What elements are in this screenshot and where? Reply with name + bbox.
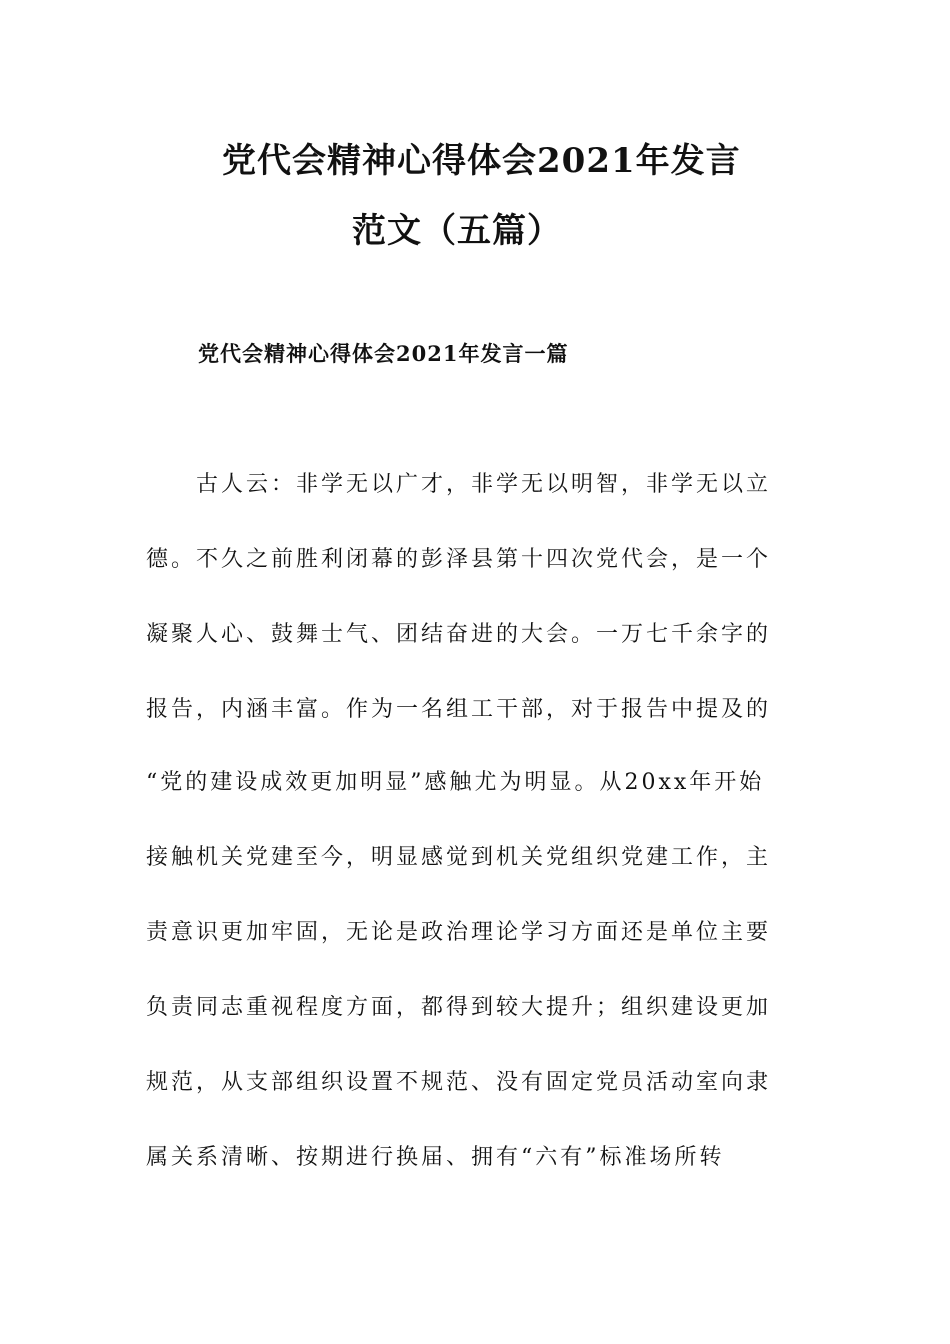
body-paragraph-line: 属关系清晰、按期进行换届、拥有“六有”标准场所转 [146,1145,725,1170]
body-paragraph-line: 责意识更加牢固，无论是政治理论学习方面还是单位主要 [146,920,772,945]
body-paragraph-line: 负责同志重视程度方面，都得到较大提升；组织建设更加 [146,995,772,1020]
section-heading: 党代会精神心得体会2021年发言一篇 [198,341,569,366]
body-paragraph-line: 接触机关党建至今，明显感觉到机关党组织党建工作，主 [146,845,772,870]
body-paragraph-line: 报告，内涵丰富。作为一名组工干部，对于报告中提及的 [146,697,772,722]
document-title-line-2: 范文（五篇） [352,211,562,251]
document-title-line-1: 党代会精神心得体会2021年发言 [222,141,741,181]
body-paragraph-line: 凝聚人心、鼓舞士气、团结奋进的大会。一万七千余字的 [146,622,772,647]
body-paragraph-line: 德。不久之前胜利闭幕的彭泽县第十四次党代会，是一个 [146,547,772,572]
body-paragraph-line: “党的建设成效更加明显”感触尤为明显。从20xx年开始 [146,770,765,795]
body-paragraph-line: 规范，从支部组织设置不规范、没有固定党员活动室向隶 [146,1070,772,1095]
body-paragraph-line: 古人云：非学无以广才，非学无以明智，非学无以立 [196,472,772,497]
